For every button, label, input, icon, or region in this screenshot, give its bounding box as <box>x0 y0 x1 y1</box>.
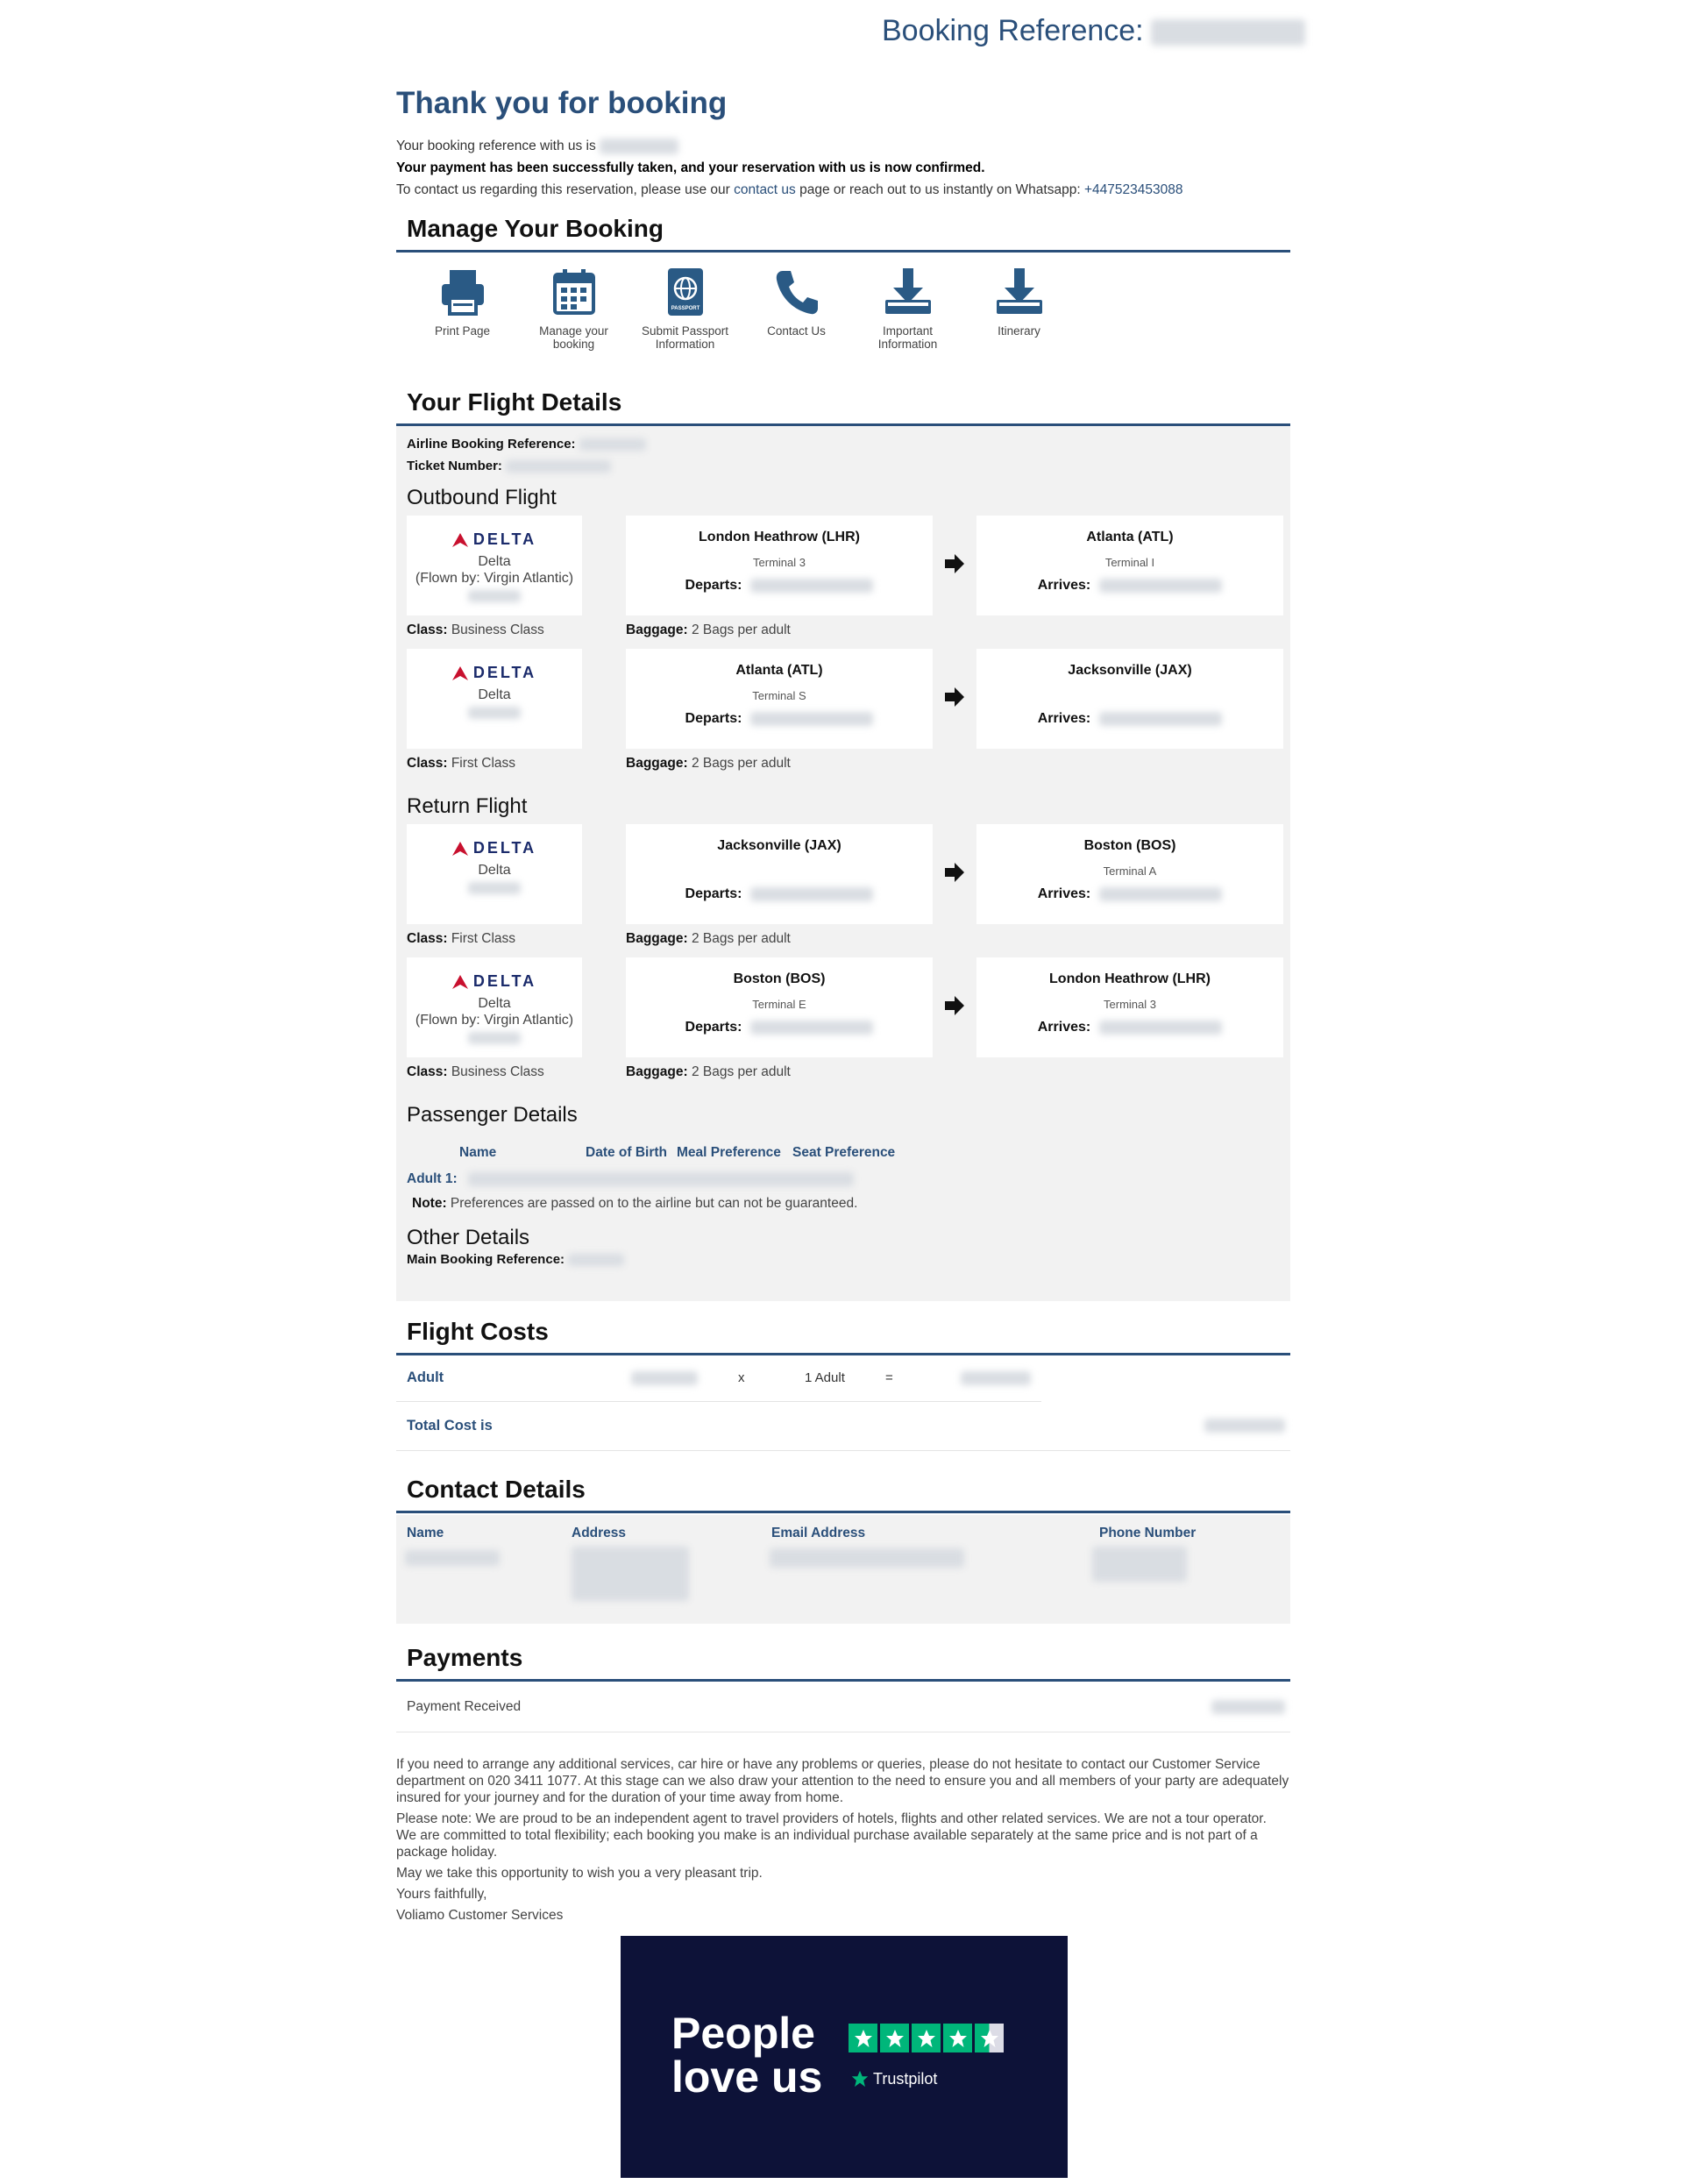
booking-ref-line: Your booking reference with us is <box>396 135 1290 157</box>
equals-sign: = <box>885 1370 893 1385</box>
passenger-note: Note: Preferences are passed on to the airline but can not be guaranteed. <box>412 1196 858 1211</box>
intro-text <box>396 135 1290 201</box>
phone-icon <box>771 267 822 317</box>
trustpilot-stars <box>849 2024 1006 2052</box>
class-info: Class: First Class <box>407 756 516 771</box>
contact-details-title: Contact Details <box>396 1473 1290 1513</box>
baggage-info: Baggage: 2 Bags per adult <box>626 756 791 771</box>
payment-received-label: Payment Received <box>407 1699 522 1714</box>
download-icon <box>994 267 1045 317</box>
flight-details-panel <box>396 426 1290 1301</box>
manage-booking-actions <box>407 267 1075 351</box>
cost-row-adult: Adult <box>407 1369 444 1385</box>
itinerary-button[interactable]: Itinerary <box>963 267 1075 351</box>
baggage-info: Baggage: 2 Bags per adult <box>626 931 791 946</box>
airline-booking-reference: Airline Booking Reference: <box>407 437 646 452</box>
flight-leg <box>407 957 1283 1091</box>
arrow-right-icon <box>943 686 966 708</box>
calendar-icon <box>549 267 600 317</box>
departure-card: Atlanta (ATL) Terminal S Departs: <box>626 649 933 749</box>
download-icon <box>883 267 934 317</box>
times-sign: x <box>738 1370 745 1385</box>
airline-card: DELTA Delta <box>407 649 582 749</box>
arrow-right-icon <box>943 861 966 884</box>
star-icon <box>912 2024 941 2052</box>
flight-details-title: Your Flight Details <box>396 386 1290 426</box>
payment-confirmation: Your payment has been successfully taken, and your reservation with us is now confirmed. <box>396 160 985 175</box>
ticket-number: Ticket Number: <box>407 459 611 473</box>
total-cost-label: Total Cost is <box>407 1418 493 1433</box>
class-info: Class: First Class <box>407 931 516 946</box>
departure-card: Boston (BOS) Terminal E Departs: <box>626 957 933 1057</box>
arrow-right-icon <box>943 994 966 1017</box>
star-icon <box>943 2024 972 2052</box>
manage-booking-title: Manage Your Booking <box>396 212 1290 253</box>
page-title: Thank you for booking <box>396 86 728 120</box>
passport-icon <box>660 267 711 317</box>
trustpilot-slogan: People love us <box>671 2009 823 2102</box>
quantity: 1 Adult <box>805 1370 845 1385</box>
whatsapp-number[interactable]: +447523453088 <box>1083 182 1183 197</box>
flight-costs-title: Flight Costs <box>396 1315 1290 1355</box>
booking-reference-header <box>882 14 1305 48</box>
booking-reference-label: Booking Reference: <box>882 14 1144 47</box>
delta-logo: DELTA <box>452 665 536 681</box>
other-details-title: Other Details <box>407 1226 530 1249</box>
trustpilot-logo: Trustpilot <box>850 2069 937 2088</box>
flight-leg <box>407 516 1283 649</box>
col-seat: Seat Preference <box>792 1145 896 1160</box>
col-dob: Date of Birth <box>586 1145 667 1160</box>
contact-details-panel <box>396 1515 1290 1624</box>
contact-us-button[interactable]: Contact Us <box>741 267 852 351</box>
contact-line: To contact us regarding this reservation, please use our contact us page or reach out to us instantly on Whatsapp: +447523453088 <box>396 182 1183 197</box>
star-icon <box>849 2024 877 2052</box>
contact-col-email: Email Address <box>771 1526 866 1540</box>
delta-logo: DELTA <box>452 531 536 548</box>
printer-icon <box>437 267 488 317</box>
passenger-table-header <box>459 1145 895 1161</box>
contact-col-phone: Phone Number <box>1099 1526 1197 1540</box>
contact-col-address: Address <box>572 1526 627 1540</box>
airline-card: DELTA Delta (Flown by: Virgin Atlantic) <box>407 957 582 1057</box>
airline-card: DELTA Delta (Flown by: Virgin Atlantic) <box>407 516 582 615</box>
contact-col-name: Name <box>407 1526 444 1540</box>
baggage-info: Baggage: 2 Bags per adult <box>626 1064 791 1079</box>
contact-us-link[interactable]: contact us <box>734 182 796 197</box>
flight-leg <box>407 824 1283 957</box>
passport-icon-label: PASSPORT <box>671 306 699 311</box>
arrival-card: London Heathrow (LHR) Terminal 3 Arrives: <box>976 957 1283 1057</box>
delta-logo: DELTA <box>452 840 536 857</box>
booking-ref-redacted <box>600 139 678 154</box>
arrival-card: Atlanta (ATL) Terminal I Arrives: <box>976 516 1283 615</box>
manage-booking-button[interactable]: Manage your booking <box>518 267 629 351</box>
booking-reference-value-redacted <box>1151 19 1305 46</box>
return-flight-title: Return Flight <box>407 794 528 818</box>
delta-logo: DELTA <box>452 973 536 990</box>
submit-passport-button[interactable]: PASSPORT Submit Passport Information <box>629 267 741 351</box>
important-information-button[interactable]: Important Information <box>852 267 963 351</box>
arrival-card: Jacksonville (JAX) Arrives: <box>976 649 1283 749</box>
payments-title: Payments <box>396 1641 1290 1682</box>
flight-leg <box>407 649 1283 782</box>
airline-card: DELTA Delta <box>407 824 582 924</box>
col-name: Name <box>459 1145 497 1160</box>
outbound-flight-title: Outbound Flight <box>407 486 557 509</box>
closing-text: If you need to arrange any additional services, car hire or have any problems or queries, please do not hesitate to contact our Customer Service department on 020 3411 1077. At this stage can we also draw your attention to the need to ensure you and all members of your party are adequately insured for your journey and for the duration of your time away from home. Please note: We are proud to be an independent agent to travel providers of hotels, flights and other related services. We are not a tour operator. We are committed to total flexibility; each booking you make is an individual purchase available separately at the same price and is not part of a package holiday. May we take this opportunity to wish you a very pleasant trip. Yours faithfully, Voliamo Customer Services <box>396 1757 1289 1923</box>
arrival-card: Boston (BOS) Terminal A Arrives: <box>976 824 1283 924</box>
trustpilot-banner[interactable] <box>621 1936 1068 2178</box>
baggage-info: Baggage: 2 Bags per adult <box>626 622 791 637</box>
class-info: Class: Business Class <box>407 1064 544 1079</box>
trustpilot-star-icon <box>850 2069 870 2088</box>
departure-card: London Heathrow (LHR) Terminal 3 Departs: <box>626 516 933 615</box>
main-booking-reference: Main Booking Reference: <box>407 1252 624 1267</box>
passenger-row: Adult 1: <box>407 1171 854 1187</box>
print-page-button[interactable]: Print Page <box>407 267 518 351</box>
class-info: Class: Business Class <box>407 622 544 637</box>
star-icon <box>880 2024 909 2052</box>
arrow-right-icon <box>943 552 966 575</box>
half-star-icon <box>975 2024 1004 2052</box>
col-meal: Meal Preference <box>677 1145 781 1160</box>
passenger-details-title: Passenger Details <box>407 1103 578 1127</box>
departure-card: Jacksonville (JAX) Departs: <box>626 824 933 924</box>
